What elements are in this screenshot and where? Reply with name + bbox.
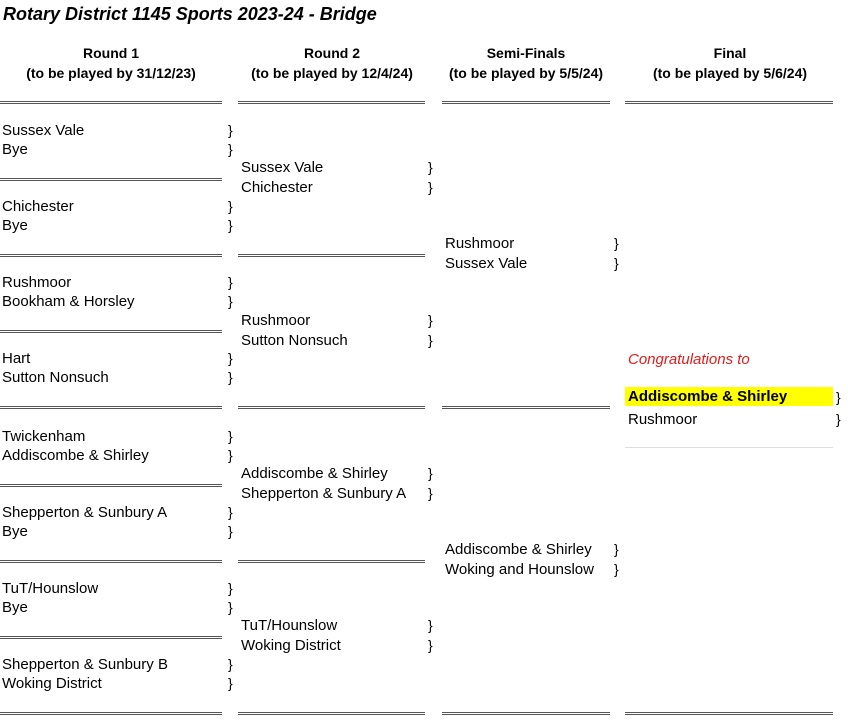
team-name: TuT/Hounslow: [2, 580, 99, 597]
bracket-symbol: }: [228, 198, 233, 214]
bracket-symbol: }: [228, 656, 233, 672]
team-name: Addiscombe & Shirley: [445, 541, 592, 558]
divider-line: [238, 406, 425, 409]
divider-line: [238, 560, 425, 563]
divider-line: [0, 560, 222, 563]
divider-line: [442, 101, 610, 104]
bracket-symbol: }: [428, 332, 433, 348]
bracket-symbol: }: [228, 141, 233, 157]
team-name: Twickenham: [2, 428, 86, 445]
team-name: Rushmoor: [445, 235, 515, 252]
winner-name: Addiscombe & Shirley: [625, 387, 833, 406]
team-name: Rushmoor: [2, 274, 72, 291]
team-name: Sussex Vale: [241, 159, 324, 176]
team-name: TuT/Hounslow: [241, 617, 338, 634]
divider-line: [238, 254, 425, 257]
bracket-symbol: }: [428, 179, 433, 195]
team-name: Bookham & Horsley: [2, 293, 135, 310]
bracket-symbol: }: [228, 122, 233, 138]
bracket-symbol: }: [228, 523, 233, 539]
round-header-name: Semi-Finals: [486, 45, 566, 61]
page-title: Rotary District 1145 Sports 2023-24 - Bridge: [3, 4, 377, 24]
team-name: Bye: [2, 217, 28, 234]
bracket-symbol: }: [228, 580, 233, 596]
divider-line: [0, 178, 222, 181]
round-header-deadline: (to be played by 12/4/24): [251, 65, 413, 81]
bracket-symbol: }: [428, 465, 433, 481]
round-header-deadline: (to be played by 5/6/24): [652, 65, 808, 81]
divider-line: [0, 254, 222, 257]
divider-line: [625, 447, 833, 448]
team-name: Shepperton & Sunbury A: [2, 504, 168, 521]
team-name: Woking District: [241, 637, 341, 654]
divider-line: [0, 330, 222, 333]
team-name: Rushmoor: [241, 312, 311, 329]
team-name: Addiscombe & Shirley: [2, 447, 149, 464]
round-header-name: Round 1: [83, 45, 139, 61]
team-name: Hart: [2, 350, 31, 367]
divider-line: [0, 484, 222, 487]
congratulations-text: Congratulations to: [628, 351, 750, 368]
bracket-symbol: }: [428, 159, 433, 175]
team-name: Sussex Vale: [445, 255, 528, 272]
bracket-symbol: }: [836, 389, 841, 405]
divider-line: [0, 712, 222, 715]
divider-line: [625, 101, 833, 104]
team-name: Chichester: [2, 198, 74, 215]
divider-line: [238, 712, 425, 715]
round-header-deadline: (to be played by 31/12/23): [26, 65, 196, 81]
round-header-deadline: (to be played by 5/5/24): [448, 65, 604, 81]
round-header-name: Round 2: [304, 45, 360, 61]
divider-line: [0, 406, 222, 409]
divider-line: [0, 101, 222, 104]
bracket-symbol: }: [428, 485, 433, 501]
bracket-symbol: }: [228, 350, 233, 366]
bracket-symbol: }: [228, 428, 233, 444]
divider-line: [442, 712, 610, 715]
bracket-symbol: }: [428, 617, 433, 633]
team-name: Sussex Vale: [2, 122, 85, 139]
team-name: Woking and Hounslow: [445, 561, 594, 578]
team-name: Bye: [2, 523, 28, 540]
divider-line: [625, 712, 833, 715]
team-name: Bye: [2, 141, 28, 158]
bracket-symbol: }: [614, 255, 619, 271]
team-name: Sutton Nonsuch: [241, 332, 348, 349]
divider-line: [442, 406, 610, 409]
bracket-symbol: }: [228, 447, 233, 463]
team-name: Sutton Nonsuch: [2, 369, 109, 386]
team-name: Chichester: [241, 179, 313, 196]
team-name: Addiscombe & Shirley: [241, 465, 388, 482]
bracket-symbol: }: [228, 217, 233, 233]
bracket-symbol: }: [228, 274, 233, 290]
runner-up-name: Rushmoor: [628, 411, 698, 428]
bracket-symbol: }: [228, 504, 233, 520]
bracket-symbol: }: [428, 637, 433, 653]
bracket-symbol: }: [428, 312, 433, 328]
bracket-symbol: }: [228, 369, 233, 385]
bracket-symbol: }: [228, 293, 233, 309]
divider-line: [0, 636, 222, 639]
bracket-symbol: }: [614, 561, 619, 577]
bracket-symbol: }: [614, 541, 619, 557]
round-header-name: Final: [713, 45, 747, 61]
team-name: Bye: [2, 599, 28, 616]
team-name: Woking District: [2, 675, 102, 692]
bracket-symbol: }: [228, 675, 233, 691]
divider-line: [238, 101, 425, 104]
bracket-symbol: }: [614, 235, 619, 251]
team-name: Shepperton & Sunbury A: [241, 485, 407, 502]
bracket-symbol: }: [836, 411, 841, 427]
team-name: Shepperton & Sunbury B: [2, 656, 168, 673]
bracket-symbol: }: [228, 599, 233, 615]
